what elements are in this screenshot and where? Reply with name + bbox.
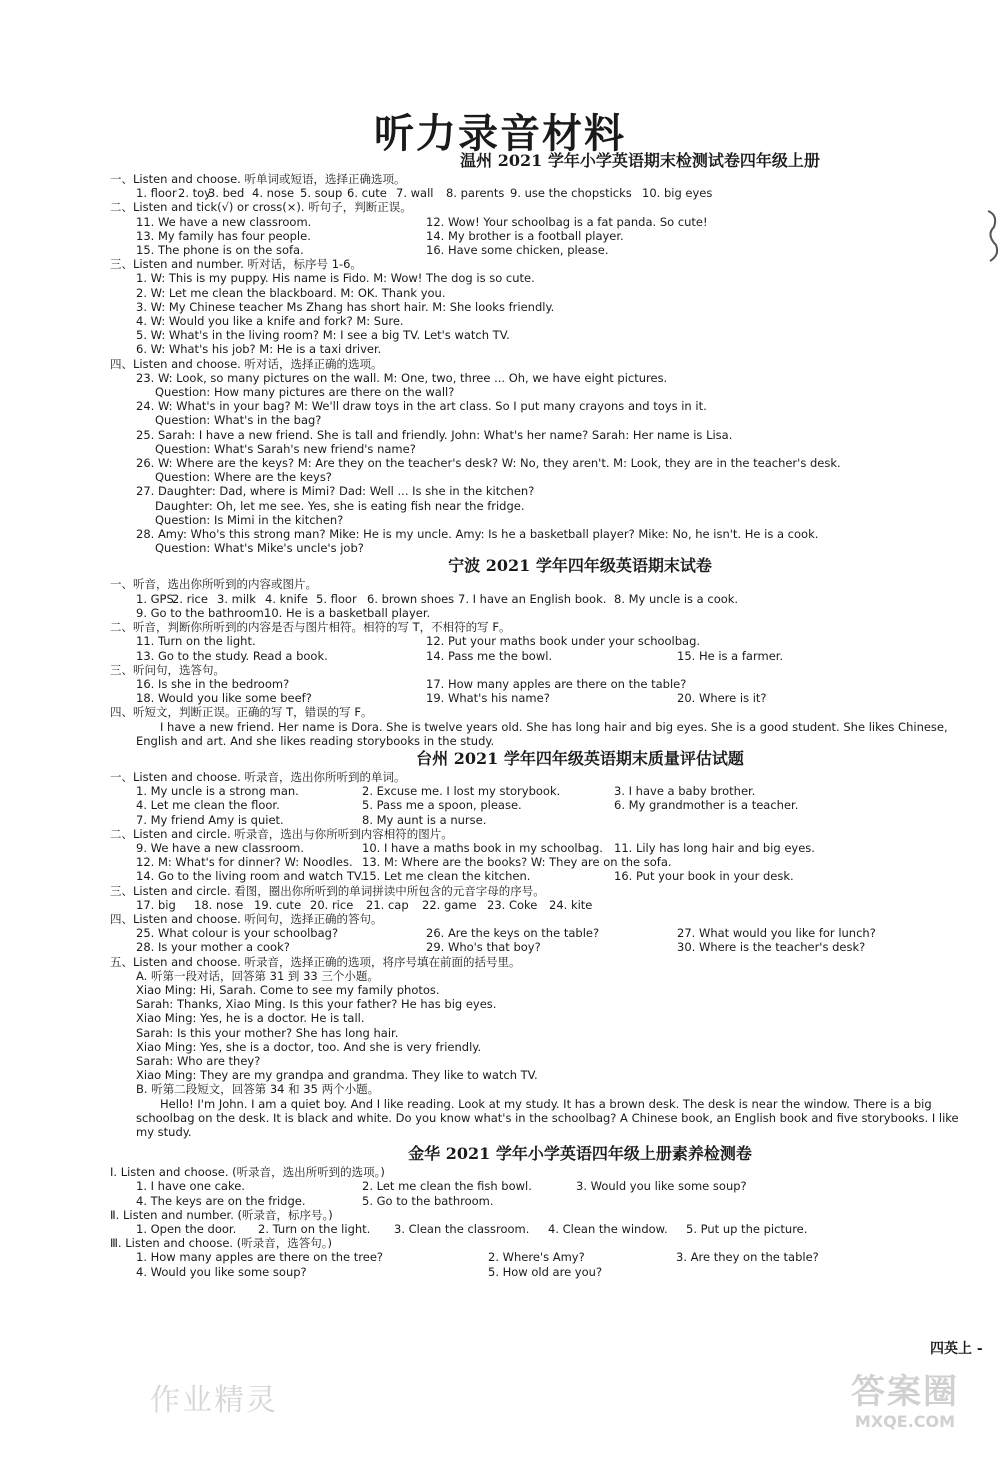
dialogue-line: 28. Amy: Who's this strong man? Mike: He is my uncle. Amy: Is he a basketball player? Mike: No, he isn't. He is a cook.	[136, 527, 819, 542]
list-item: 11. We have a new classroom.	[136, 214, 312, 229]
sentence-row	[110, 813, 970, 827]
list-item: 3. milk	[217, 591, 256, 606]
question-line: Question: Is Mimi in the kitchen?	[155, 512, 344, 527]
list-item: 15. Let me clean the kitchen.	[362, 869, 531, 884]
watermark-url: MXQE.COM	[854, 1412, 956, 1431]
dialogue-line: 25. Sarah: I have a new friend. She is tall and friendly. John: What's her name? Sarah: Her name is Lisa.	[136, 427, 733, 442]
list-item: 1. My uncle is a strong man.	[136, 784, 299, 799]
list-item: 2. rice	[172, 591, 208, 606]
list-item: 3. Clean the classroom.	[394, 1222, 530, 1237]
dialogue-line: 23. W: Look, so many pictures on the wall. M: One, two, three ... Oh, we have eight pictures.	[136, 370, 668, 385]
sentence-row	[110, 1194, 970, 1208]
list-item: 1. floor	[136, 186, 177, 201]
part-heading: 二、Listen and tick(√) or cross(×). 听句子，判断正误。	[110, 200, 412, 215]
dialogue-line: Xiao Ming: Yes, he is a doctor. He is tall.	[136, 1011, 365, 1026]
list-item: 2. Where's Amy?	[488, 1250, 585, 1265]
dialogue-line: 5. W: What's in the living room? M: I see a big TV. Let's watch TV.	[136, 328, 510, 343]
list-item: 19. cute	[254, 897, 302, 912]
list-item: 28. Is your mother a cook?	[136, 940, 290, 955]
list-item: 2. toy	[178, 186, 211, 201]
list-item: 15. The phone is on the sofa.	[136, 243, 304, 258]
dialogue-line: Daughter: Oh, let me see. Yes, she is eating fish near the fridge.	[155, 498, 525, 513]
list-item: 21. cap	[366, 897, 409, 912]
part-heading: 三、听问句，选答句。	[110, 662, 225, 677]
watermark-logo-text: 答案圈	[851, 1372, 959, 1412]
list-item: 5. soup	[300, 186, 343, 201]
list-item: 7. I have an English book.	[458, 591, 607, 606]
list-item: 7. My friend Amy is quiet.	[136, 812, 284, 827]
sentence-row	[110, 634, 970, 648]
list-item: 1. GPS	[136, 591, 174, 606]
word-list	[110, 606, 970, 620]
list-item: 3. Are they on the table?	[676, 1250, 819, 1265]
list-item: 8. My aunt is a nurse.	[362, 812, 487, 827]
list-item: 18. nose	[194, 897, 244, 912]
list-item: 19. What's his name?	[426, 691, 550, 706]
list-item: 4. knife	[265, 591, 308, 606]
section-title-taizhou: 台州 2021 学年四年级英语期末质量评估试题	[416, 748, 744, 768]
list-item: 16. Put your book in your desk.	[614, 869, 794, 884]
dialogue-line: 1. W: This is my puppy. His name is Fido. M: Wow! The dog is so cute.	[136, 271, 535, 286]
part-heading: 三、Listen and number. 听对话，标序号 1-6。	[110, 257, 362, 272]
sentence-row	[110, 869, 970, 883]
list-item: 4. Clean the window.	[548, 1222, 668, 1237]
list-item: 14. Pass me the bowl.	[426, 648, 553, 663]
list-item: 11. Lily has long hair and big eyes.	[614, 840, 815, 855]
sentence-row	[110, 229, 970, 243]
list-item: 4. The keys are on the fridge.	[136, 1193, 306, 1208]
dialogue-line: 3. W: My Chinese teacher Ms Zhang has short hair. M: She looks friendly.	[136, 299, 555, 314]
list-item: 3. bed	[208, 186, 245, 201]
word-list	[110, 592, 970, 606]
sentence-row	[110, 855, 970, 869]
scan-edge-mark-icon	[982, 205, 1000, 265]
list-item: 26. Are the keys on the table?	[426, 926, 600, 941]
part-heading: Ⅱ. Listen and number. (听录音，标序号。)	[110, 1207, 333, 1222]
list-item: 18. Would you like some beef?	[136, 691, 312, 706]
sentence-row	[110, 926, 970, 940]
dialogue-line: 4. W: Would you like a knife and fork? M: Sure.	[136, 314, 404, 329]
watermark-right	[820, 1372, 990, 1448]
dialogue-line: Xiao Ming: Yes, she is a doctor, too. And she is very friendly.	[136, 1039, 482, 1054]
passage-text: I have a new friend. Her name is Dora. She is twelve years old. She has long hair and big eyes. She is a good student. She likes Chinese, English and art. And she likes reading storybooks in the study.	[136, 719, 948, 748]
page-title: 听力录音材料	[374, 110, 626, 157]
sentence-row	[110, 798, 970, 812]
sentence-row	[110, 1265, 970, 1279]
part-heading: 一、Listen and choose. 听单词或短语，选择正确选项。	[110, 172, 406, 186]
list-item: 20. rice	[310, 897, 354, 912]
passage-text: Hello! I'm John. I am a quiet boy. And I like reading. Look at my study. It has a brown desk. The desk is near the window. There is a big schoolbag on the desk. It is black and white. Do you know what's in the schoolbag? A Chinese book, an English book and five storybooks. I like my study.	[136, 1096, 959, 1139]
dialogue-line: 27. Daughter: Dad, where is Mimi? Dad: Well ... Is she in the kitchen?	[136, 484, 535, 499]
list-item: 8. parents	[446, 186, 505, 201]
list-item: 6. brown shoes	[367, 591, 455, 606]
dialogue-line: Sarah: Who are they?	[136, 1053, 261, 1068]
list-item: 12. Wow! Your schoolbag is a fat panda. So cute!	[426, 214, 708, 229]
list-item: 4. Would you like some soup?	[136, 1264, 307, 1279]
list-item: 12. M: What's for dinner? W: Noodles.	[136, 855, 353, 870]
list-item: 13. Go to the study. Read a book.	[136, 648, 328, 663]
list-item: 22. game	[422, 897, 477, 912]
list-item: 5. Put up the picture.	[686, 1222, 808, 1237]
list-item: 6. My grandmother is a teacher.	[614, 798, 799, 813]
part-heading: 四、听短文，判断正误。正确的写 T，错误的写 F。	[110, 705, 373, 720]
part-heading: 三、Listen and circle. 看图，圈出你所听到的单词拼读中所包含的元音字母的序号。	[110, 883, 545, 898]
list-item: 2. Let me clean the fish bowl.	[362, 1179, 532, 1194]
list-item: 11. Turn on the light.	[136, 634, 256, 649]
watermark-left: 作业精灵	[150, 1383, 278, 1418]
list-item: 24. kite	[549, 897, 593, 912]
dialogue-line: 26. W: Where are the keys? M: Are they on the teacher's desk? W: No, they aren't. M: Look, they are in the teacher's desk.	[136, 456, 841, 471]
list-item: 16. Have some chicken, please.	[426, 243, 609, 258]
list-item: 10. He is a basketball player.	[264, 605, 431, 620]
list-item: 1. How many apples are there on the tree?	[136, 1250, 384, 1265]
question-line: Question: What's Mike's uncle's job?	[155, 541, 364, 556]
part-heading: 四、Listen and choose. 听问句，选择正确的答句。	[110, 911, 383, 926]
list-item: 6. cute	[347, 186, 387, 201]
list-item: 5. floor	[316, 591, 357, 606]
list-item: 14. My brother is a football player.	[426, 228, 624, 243]
sentence-row	[110, 1179, 970, 1193]
sentence-row	[110, 649, 970, 663]
part-heading: 四、Listen and choose. 听对话，选择正确的选项。	[110, 356, 383, 371]
section-title-wenzhou: 温州 2021 学年小学英语期末检测试卷四年级上册	[460, 151, 820, 170]
list-item: 3. Would you like some soup?	[576, 1179, 747, 1194]
list-item: 30. Where is the teacher's desk?	[677, 940, 866, 955]
word-list	[110, 186, 970, 200]
list-item: 13. My family has four people.	[136, 228, 311, 243]
list-item: 1. Open the door.	[136, 1222, 237, 1237]
list-item: 2. Excuse me. I lost my storybook.	[362, 784, 561, 799]
dialogue-line: 2. W: Let me clean the blackboard. M: OK. Thank you.	[136, 285, 446, 300]
list-item: 27. What would you like for lunch?	[677, 926, 876, 941]
part-heading: 二、Listen and circle. 听录音，选出与你所听到内容相符的图片。	[110, 826, 453, 841]
list-item: 14. Go to the living room and watch TV.	[136, 869, 364, 884]
part-heading: 一、Listen and choose. 听录音，选出你所听到的单词。	[110, 769, 406, 784]
dialogue-line: Xiao Ming: They are my grandpa and grandma. They like to watch TV.	[136, 1068, 538, 1083]
sentence-row	[110, 243, 970, 257]
part-heading: Ⅲ. Listen and choose. (听录音，选答句。)	[110, 1236, 332, 1251]
word-list	[110, 1222, 970, 1236]
sentence-row	[110, 841, 970, 855]
sentence-row	[110, 215, 970, 229]
dialogue-line: B. 听第二段短文，回答第 34 和 35 两个小题。	[136, 1082, 380, 1097]
list-item: 10. I have a maths book in my schoolbag.	[362, 840, 603, 855]
list-item: 5. How old are you?	[488, 1264, 603, 1279]
list-item: 16. Is she in the bedroom?	[136, 676, 290, 691]
list-item: 9. Go to the bathroom.	[136, 605, 268, 620]
dialogue-line: Xiao Ming: Hi, Sarah. Come to see my family photos.	[136, 982, 440, 997]
list-item: 17. big	[136, 897, 176, 912]
list-item: 2. Turn on the light.	[258, 1222, 371, 1237]
word-list	[110, 898, 970, 912]
list-item: 13. M: Where are the books? W: They are on the sofa.	[362, 855, 672, 870]
sentence-row	[110, 1250, 970, 1264]
list-item: 29. Who's that boy?	[426, 940, 541, 955]
question-line: Question: How many pictures are there on the wall?	[155, 385, 455, 400]
list-item: 5. Pass me a spoon, please.	[362, 798, 522, 813]
section-title-jinhua: 金华 2021 学年小学英语四年级上册素养检测卷	[408, 1144, 752, 1164]
dialogue-line: A. 听第一段对话，回答第 31 到 33 三个小题。	[136, 968, 379, 983]
dialogue-line: 24. W: What's in your bag? M: We'll draw toys in the art class. So I put many crayons and toys in it.	[136, 399, 707, 414]
dialogue-line: 6. W: What's his job? M: He is a taxi driver.	[136, 342, 382, 357]
passage	[110, 1097, 970, 1140]
question-line: Question: Where are the keys?	[155, 470, 332, 485]
list-item: 9. use the chopsticks	[510, 186, 632, 201]
list-item: 12. Put your maths book under your schoolbag.	[426, 634, 701, 649]
section-title-ningbo: 宁波 2021 学年四年级英语期末试卷	[448, 556, 712, 576]
list-item: 4. nose	[252, 186, 295, 201]
list-item: 17. How many apples are there on the table?	[426, 676, 687, 691]
part-heading: Ⅰ. Listen and choose. (听录音，选出所听到的选项。)	[110, 1165, 385, 1180]
part-heading: 二、听音，判断你所听到的内容是否与图片相符。相符的写 T，不相符的写 F。	[110, 620, 511, 635]
list-item: 1. I have one cake.	[136, 1179, 245, 1194]
dialogue-line: Sarah: Thanks, Xiao Ming. Is this your father? He has big eyes.	[136, 997, 497, 1012]
list-item: 10. big eyes	[642, 186, 713, 201]
list-item: 9. We have a new classroom.	[136, 840, 305, 855]
list-item: 23. Coke	[487, 897, 538, 912]
list-item: 5. Go to the bathroom.	[362, 1193, 494, 1208]
dialogue-line: Sarah: Is this your mother? She has long hair.	[136, 1025, 399, 1040]
part-heading: 一、听音，选出你所听到的内容或图片。	[110, 577, 317, 592]
list-item: 15. He is a farmer.	[677, 648, 784, 663]
sentence-row	[110, 784, 970, 798]
document-content	[110, 150, 970, 1279]
sentence-row	[110, 940, 970, 954]
list-item: 4. Let me clean the floor.	[136, 798, 280, 813]
list-item: 25. What colour is your schoolbag?	[136, 926, 339, 941]
list-item: 7. wall	[396, 186, 434, 201]
list-item: 8. My uncle is a cook.	[614, 591, 739, 606]
passage	[110, 720, 970, 748]
list-item: 3. I have a baby brother.	[614, 784, 756, 799]
question-line: Question: What's Sarah's new friend's name?	[155, 441, 416, 456]
part-heading: 五、Listen and choose. 听录音，选择正确的选项，将序号填在前面的括号里。	[110, 954, 521, 969]
sentence-row	[110, 691, 970, 705]
page-label: 四英上 -	[930, 1341, 983, 1357]
question-line: Question: What's in the bag?	[155, 413, 322, 428]
sentence-row	[110, 677, 970, 691]
list-item: 20. Where is it?	[677, 691, 767, 706]
